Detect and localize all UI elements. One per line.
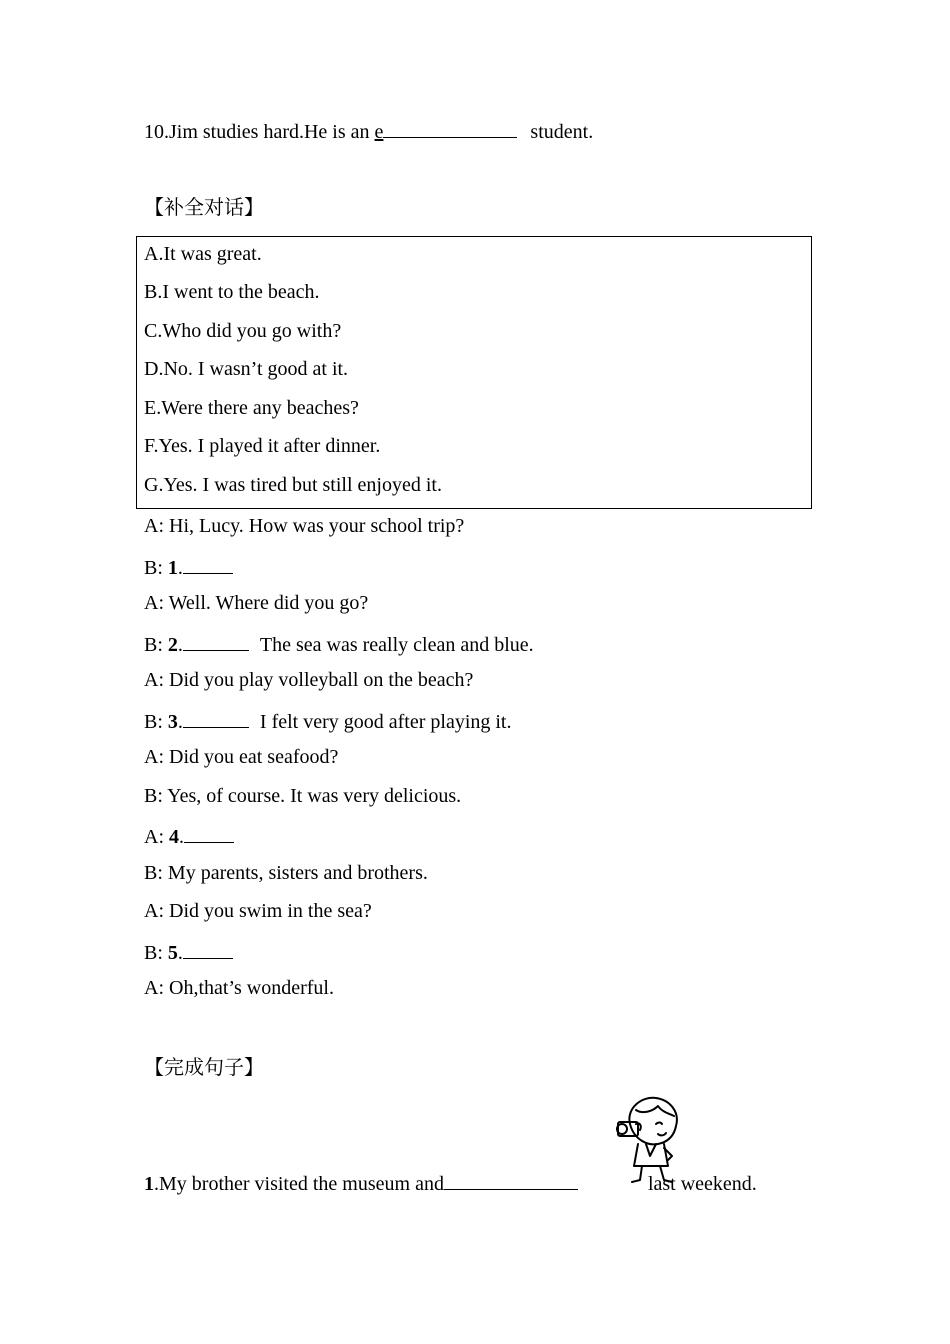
dialog-text: Did you eat seafood? <box>169 746 339 768</box>
sentence-text: .My brother visited the museum and <box>154 1173 444 1195</box>
dialog-line <box>144 976 334 1000</box>
options-box <box>136 236 812 509</box>
dialog-line <box>144 514 464 538</box>
option-a: A.It was great. <box>144 243 262 265</box>
dialog-text: The sea was really clean and blue. <box>259 634 534 656</box>
option-b: B.I went to the beach. <box>144 281 320 303</box>
speaker: A: <box>144 900 169 922</box>
dialog-line <box>144 861 428 885</box>
speaker: A: <box>144 826 169 848</box>
letter-hint: e <box>374 121 384 143</box>
dialog-text: Did you play volleyball on the beach? <box>169 669 474 691</box>
dialog-line: B: 3. I felt very good after playing it. <box>144 707 512 734</box>
section-heading-sentences: 【完成句子】 <box>144 1055 264 1079</box>
speaker: B: <box>144 862 168 884</box>
speaker: B: <box>144 711 168 733</box>
dialog-text: Oh,that’s wonderful. <box>169 977 334 999</box>
answer-blank[interactable] <box>383 117 517 138</box>
dialog-line: B: 2. The sea was really clean and blue. <box>144 630 534 657</box>
speaker: A: <box>144 592 169 614</box>
dialog-text: Well. Where did you go? <box>168 592 369 614</box>
dialog-line <box>144 899 372 923</box>
blank-number: 3 <box>167 711 178 733</box>
answer-blank[interactable] <box>444 1169 578 1190</box>
blank-number: 5 <box>167 942 178 964</box>
option-c: C.Who did you go with? <box>144 320 342 342</box>
option-g: G.Yes. I was tired but still enjoyed it. <box>144 474 442 496</box>
answer-blank[interactable] <box>183 707 249 728</box>
dialog-line: A: 4. <box>144 822 234 849</box>
dialog-text: Yes, of course. It was very delicious. <box>167 785 462 807</box>
question-10 <box>144 117 593 144</box>
dialog-line: B: 1. <box>144 553 233 580</box>
question-text-end: student. <box>530 121 594 143</box>
dialog-line <box>144 668 473 692</box>
option-d: D.No. I wasn’t good at it. <box>144 358 349 380</box>
speaker: B: <box>144 557 168 579</box>
blank-number: 1 <box>167 557 178 579</box>
sentence-1 <box>144 1169 757 1196</box>
speaker: A: <box>144 669 169 691</box>
sentence-number: 1 <box>144 1173 154 1195</box>
blank-number: 2 <box>167 634 178 656</box>
option-e: E.Were there any beaches? <box>144 397 359 419</box>
speaker: A: <box>144 515 169 537</box>
speaker: B: <box>144 634 168 656</box>
sentence-text-end: last weekend. <box>647 1173 757 1195</box>
answer-blank[interactable] <box>183 938 233 959</box>
answer-blank[interactable] <box>183 630 249 651</box>
section-heading-dialog: 【补全对话】 <box>144 195 264 219</box>
speaker: B: <box>144 785 168 807</box>
dialog-line: B: 5. <box>144 938 233 965</box>
dialog-line <box>144 784 461 808</box>
question-text: Jim studies hard.He is an <box>169 121 375 143</box>
speaker: B: <box>144 942 168 964</box>
dialog-line <box>144 745 338 769</box>
question-number: 10. <box>144 121 169 143</box>
answer-blank[interactable] <box>183 553 233 574</box>
dialog-text: Hi, Lucy. How was your school trip? <box>169 515 465 537</box>
dialog-text: Did you swim in the sea? <box>169 900 372 922</box>
dialog-line <box>144 591 368 615</box>
speaker: A: <box>144 977 169 999</box>
dialog-text: I felt very good after playing it. <box>259 711 512 733</box>
dialog-text: My parents, sisters and brothers. <box>167 862 428 884</box>
blank-number: 4 <box>169 826 179 848</box>
speaker: A: <box>144 746 169 768</box>
option-f: F.Yes. I played it after dinner. <box>144 435 381 457</box>
answer-blank[interactable] <box>184 822 234 843</box>
